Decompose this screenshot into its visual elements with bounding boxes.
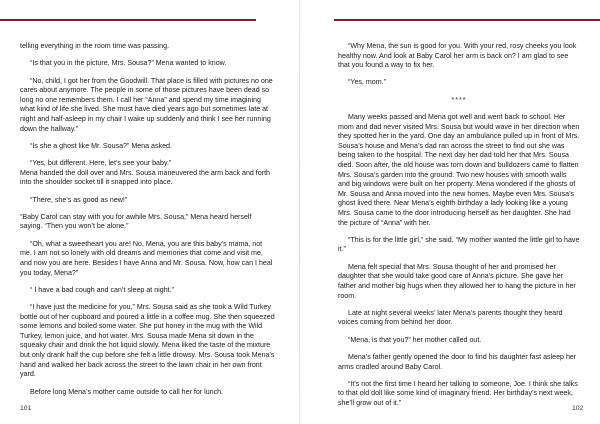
paragraph: Late at night several weeks’ later Mena’s parents thought they heard voices coming from behind her door. [338,308,563,327]
header-rule [334,19,600,21]
paragraph: “Is that you in the picture, Mrs. Sousa?” Mena wanted to know. [30,59,227,68]
paragraph: “Is she a ghost like Mr. Sousa?” Mena asked. [30,141,172,150]
paragraph: Many weeks passed and Mena got well and went back to school. Her mom and dad never visited Mrs. Sousa but would wave in her direction when they spotted her in the yard. One day an ambulance pulled up in front of Mrs. Sousa’s house and Mena’s dad ran across the street to find out she was being taken to the hospital. The next day her dad told her that Mrs. Sousa died. Soon after, the old house was torn down and bulldozers came to flatten Mrs. Sousa’s garden into the ground. Two new houses with smooth walls and big windows were built on her property. Mena wondered if the ghosts of Mr. Sousa and Anna moved into the new homes. Maybe even Mrs. Sousa’s ghost lived there. Near Mena’s eighth birthday a lady looking like a young Mrs. Sousa came to the door introducing herself as her daughter. She had the picture of “Anna” with her. [338,113,580,227]
page-number: 101 [20,405,32,412]
paragraph: “No, child, I got her from the Goodwill. That place is filled with pictures no one cares about anymore. The people in some of those pictures have been dead so long no one remembers them. I call her “Anna” and spend my time imagining what kind of life she lived. She must have died years ago but sometimes late at night and half-asleep in my chair I wake up suddenly and think I see her running down the hallway.” [20,76,273,133]
paragraph: “It’s not the first time I heard her talking to someone, Joe. I think she talks to that old doll like some kind of imaginary friend. Her birthday’s next week, she’ll grow out of it.” [338,379,578,407]
paragraph: telling everything in the room time was passing. [20,42,170,50]
paragraph: “Why Mena, the sun is good for you. With your red, rosy cheeks you look healthy now. And look at Baby Carol her arm is back on? I am glad to see that you found a way to fix her. [338,42,577,70]
paragraph: “Baby Carol can stay with you for awhile Mrs. Sousa,” Mena heard herself saying. “Then you won’t be alone.” [20,212,252,231]
section-break: **** [451,96,467,104]
header-rule [0,19,256,21]
paragraph: “I have just the medicine for you,” Mrs. Sousa said as she took a Wild Turkey bottle out of her cupboard and poured a little in a coffee mug. She then squeezed some lemons and boiled some water. She put honey in the mug with the Wild Turkey, lemon juice, and hot water. Mrs. Sousa made Mena sit down in the squeaky chair and drink the hot liquid slowly. Mena liked the taste of the mixture but only drank half the cup before she felt a little drowsy. Mrs. Sousa took Mena’s hand and walked her back across the street to the lawn chair in her own front yard. [20,303,275,379]
paragraph: Mena handed the doll over and Mrs. Sousa maneuvered the arm back and forth into the shoulder socket till it snapped into place. [20,168,271,187]
paragraph: “Oh, what a sweetheart you are! No, Mena, you are this baby’s mama, not me. I am not so lonely with old dreams and memories that come and visit me, and now you are here. Besides I have Anna and Mr. Sousa. Now, how can I heal you today, Mena?” [20,239,273,277]
paragraph: “Yes, mom.” [348,78,386,87]
left-page-body [20,42,275,405]
paragraph: “ I have a bad cough and can’t sleep at night.” [30,285,174,294]
paragraph: Before long Mena’s mother came outside to call her for lunch. [30,387,224,396]
paragraph: “Mena, is that you?” her mother called out. [348,335,482,344]
page-number: 102 [572,405,584,412]
paragraph: “This is for the little girl,” she said. “My mother wanted the little girl to have it.” [338,235,580,254]
paragraph: Mena’s father gently opened the door to find his daughter fast asleep her arms cradled around Baby Carol. [338,352,577,371]
paragraph: “Yes, but different. Here, let’s see your baby.” [30,159,172,168]
paragraph: “There, she’s as good as new!” [30,195,128,204]
right-page [300,0,600,424]
paragraph: Mena felt special that Mrs. Sousa thought of her and promised her daughter that she would take good care of Anna’s picture. She gave her father and mother big hugs when they allowed her to hang the picture in her room. [338,262,576,300]
right-page-body [338,42,580,416]
